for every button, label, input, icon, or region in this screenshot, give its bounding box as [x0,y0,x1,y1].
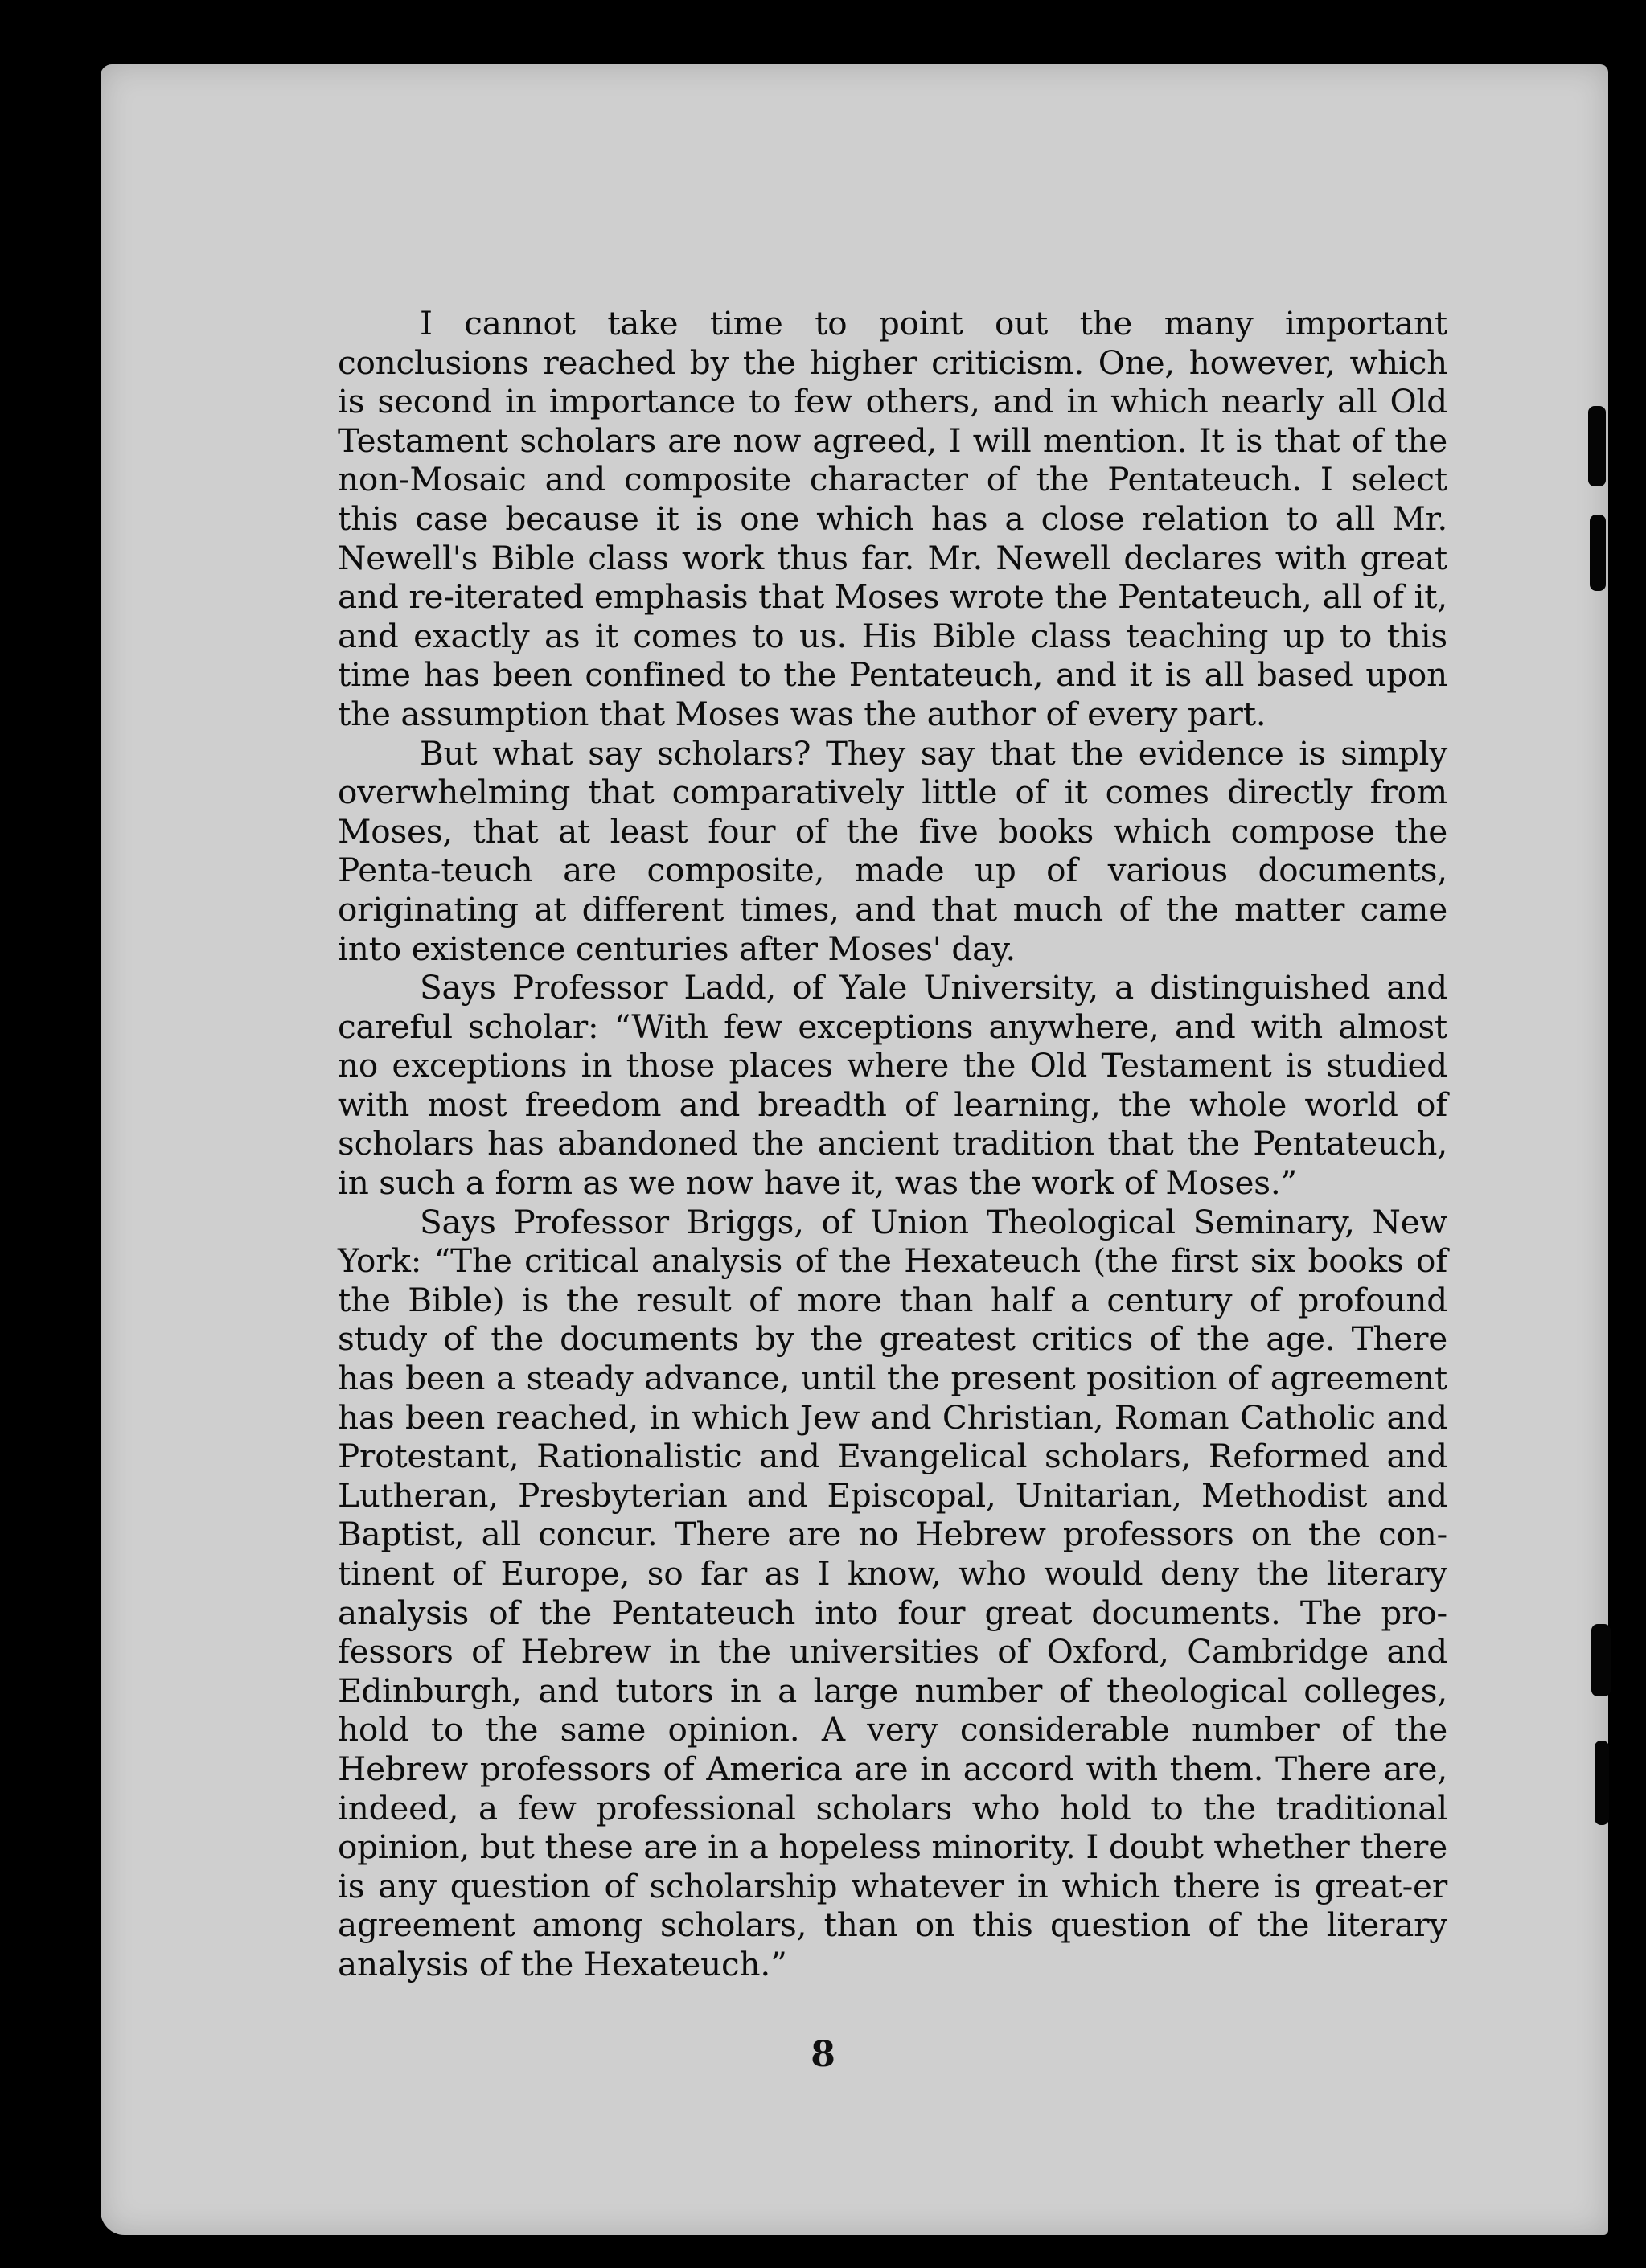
binding-mark-top-lower [1590,515,1606,591]
body-text [338,304,1447,1984]
page-number: 8 [811,2034,835,2075]
paragraph-professor-ladd: Says Professor Ladd, of Yale University, a distinguished and careful scholar: “With few exceptions anywhere, and with almost no exceptions in those places where the Old Testament is studied with most freedom and breadth of learning, the whole world of scholars has abandoned the ancient tradition that the Pentateuch, in such a form as we now have it, was the work of Moses.” [338,968,1447,1203]
binding-mark-bottom-lower [1595,1741,1609,1825]
paragraph-scholars: But what say scholars? They say that the evidence is simply overwhelming that comparatively little of it comes directly from Moses, that at least four of the five books which compose the Penta-teuch are composite, made up of various documents, originating at different times, and that much of the matter came into existence centuries after Moses' day. [338,733,1447,968]
paragraph-professor-briggs: Says Professor Briggs, of Union Theological Seminary, New York: “The critical analysis of the Hexateuch (the first six books of the Bible) is the result of more than half a century of profound study of the documents by the greatest critics of the age. There has been a steady advance, until the present position of agreement has been reached, in which Jew and Christian, Roman Catholic and Protestant, Rationalistic and Evangelical scholars, Reformed and Lutheran, Presbyterian and Episcopal, Unitarian, Methodist and Baptist, all concur. There are no Hebrew professors on the con-tinent of Europe, so far as I know, who would deny the literary analysis of the Pentateuch into four great documents. The pro-fessors of Hebrew in the universities of Oxford, Cambridge and Edinburgh, and tutors in a large number of theological colleges, hold to the same opinion. A very considerable number of the Hebrew professors of America are in accord with them. There are, indeed, a few professional scholars who hold to the traditional opinion, but these are in a hopeless minority. I doubt whether there is any question of scholarship whatever in which there is great-er agreement among scholars, than on this question of the literary analysis of the Hexateuch.” [338,1202,1447,1983]
paragraph-higher-criticism: I cannot take time to point out the many important conclusions reached by the higher criticism. One, however, which is second in importance to few others, and in which nearly all Old Testament scholars are now agreed, I will mention. It is that of the non-Mosaic and composite character of the Pentateuch. I select this case because it is one which has a close relation to all Mr. Newell's Bible class work thus far. Mr. Newell declares with great and re-iterated emphasis that Moses wrote the Pentateuch, all of it, and exactly as it comes to us. His Bible class teaching up to this time has been confined to the Pentateuch, and it is all based upon the assumption that Moses was the author of every part. [338,304,1447,733]
binding-mark-bottom-upper [1591,1624,1611,1696]
binding-mark-top-upper [1588,406,1606,486]
